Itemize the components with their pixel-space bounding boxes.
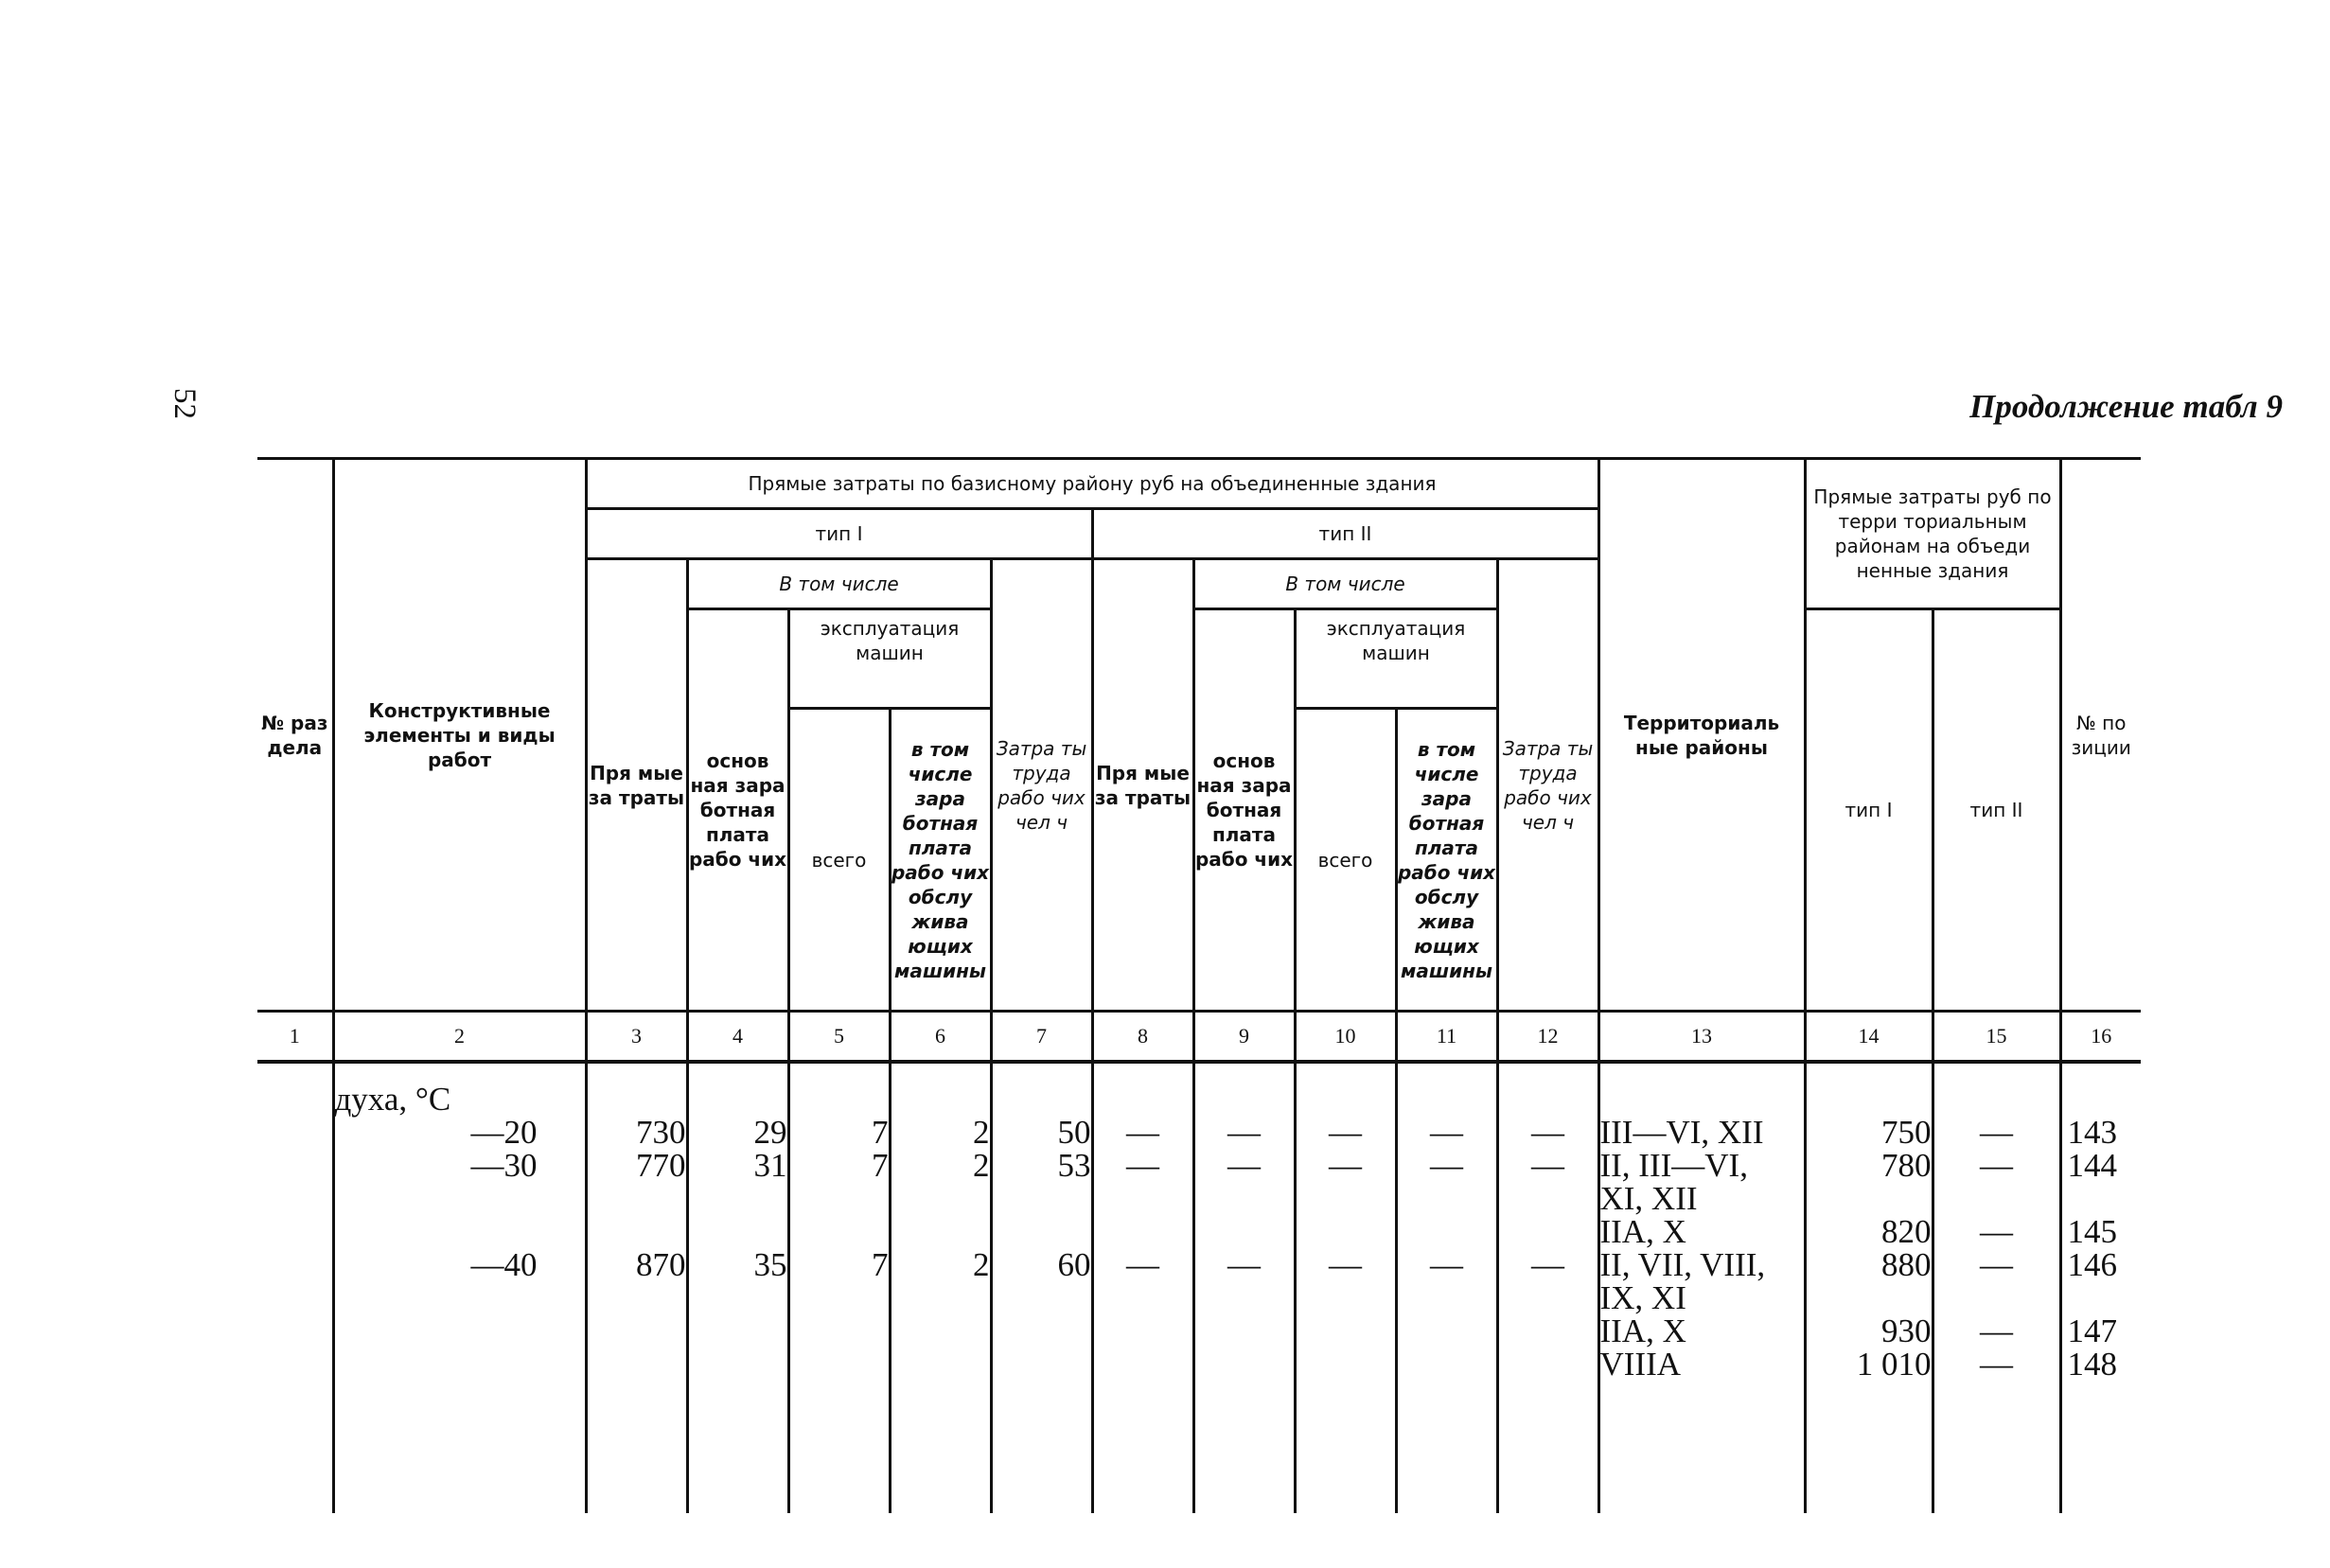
- type2-header: тип II: [1092, 509, 1598, 559]
- data-cell: 770: [586, 1149, 687, 1182]
- data-cell: [1193, 1348, 1295, 1381]
- data-cell: [1092, 1215, 1193, 1248]
- data-cell: 2: [890, 1149, 991, 1182]
- data-cell: [788, 1215, 890, 1248]
- data-cell: —: [1396, 1149, 1497, 1182]
- section-no-cell: [257, 1281, 333, 1314]
- col-num: 11: [1396, 1012, 1497, 1063]
- table-row: [257, 1248, 2141, 1281]
- table-body: [257, 1062, 2141, 1513]
- data-cell: [586, 1182, 687, 1215]
- data-cell: [687, 1083, 788, 1116]
- table-row: [257, 1314, 2141, 1348]
- data-cell: 29: [687, 1116, 788, 1149]
- data-cell: 146: [2060, 1248, 2141, 1281]
- section-no-cell: [257, 1314, 333, 1348]
- elements-header: Конструктивные элементы и виды работ: [333, 459, 586, 1012]
- data-cell: [890, 1182, 991, 1215]
- data-cell: —: [1497, 1248, 1598, 1281]
- data-cell: —: [1933, 1348, 2060, 1381]
- section-no-cell: [257, 1348, 333, 1381]
- direct-costs-t2-header: Пря мые за траты: [1092, 559, 1193, 1012]
- col-num: 2: [333, 1012, 586, 1063]
- terr-type1-header: тип I: [1805, 609, 1933, 1012]
- data-cell: [1092, 1281, 1193, 1314]
- data-cell: 880: [1805, 1248, 1933, 1281]
- col-num: 8: [1092, 1012, 1193, 1063]
- data-cell: [1497, 1314, 1598, 1348]
- basis-group-header: Прямые затраты по базисному району руб на объединенные здания: [586, 459, 1598, 509]
- data-cell: [1598, 1083, 1805, 1116]
- table-row: [257, 1083, 2141, 1116]
- section-no-cell: [257, 1083, 333, 1116]
- col-num: 15: [1933, 1012, 2060, 1063]
- data-cell: [687, 1182, 788, 1215]
- data-cell: [687, 1348, 788, 1381]
- labor-t2-header: Затра ты труда рабо чих чел ч: [1497, 559, 1598, 1012]
- data-cell: 750: [1805, 1116, 1933, 1149]
- data-cell: 50: [991, 1116, 1092, 1149]
- data-cell: [1295, 1348, 1396, 1381]
- element-cell: [333, 1182, 586, 1215]
- element-cell: [333, 1314, 586, 1348]
- data-cell: 148: [2060, 1348, 2141, 1381]
- data-cell: IX, XI: [1598, 1281, 1805, 1314]
- data-cell: [2060, 1083, 2141, 1116]
- table-row: [257, 1149, 2141, 1182]
- data-cell: 60: [991, 1248, 1092, 1281]
- data-cell: [890, 1348, 991, 1381]
- machines-t2-header: эксплуатация машин: [1295, 609, 1497, 709]
- data-cell: [1933, 1182, 2060, 1215]
- data-cell: [1497, 1083, 1598, 1116]
- data-cell: 143: [2060, 1116, 2141, 1149]
- data-cell: [1805, 1281, 1933, 1314]
- data-cell: [890, 1215, 991, 1248]
- type1-header: тип I: [586, 509, 1092, 559]
- data-cell: [991, 1348, 1092, 1381]
- data-cell: —: [1092, 1116, 1193, 1149]
- data-cell: 2: [890, 1248, 991, 1281]
- element-cell: —20: [333, 1116, 586, 1149]
- data-cell: VIIIA: [1598, 1348, 1805, 1381]
- data-cell: [788, 1314, 890, 1348]
- regions-header: Территориаль ные районы: [1598, 459, 1805, 1012]
- col-num: 5: [788, 1012, 890, 1063]
- data-cell: —: [1193, 1149, 1295, 1182]
- data-cell: 7: [788, 1248, 890, 1281]
- total-t2-header: всего: [1295, 709, 1396, 1012]
- data-cell: 145: [2060, 1215, 2141, 1248]
- data-cell: 31: [687, 1149, 788, 1182]
- data-cell: [1396, 1314, 1497, 1348]
- wage-t2-header: основ ная зара ботная плата рабо чих: [1193, 609, 1295, 1012]
- data-cell: [788, 1083, 890, 1116]
- data-cell: XI, XII: [1598, 1182, 1805, 1215]
- section-no-header: № раз дела: [257, 459, 333, 1012]
- col-num: 7: [991, 1012, 1092, 1063]
- position-no-header: № по зиции: [2060, 459, 2141, 1012]
- data-cell: [1193, 1083, 1295, 1116]
- data-cell: [586, 1348, 687, 1381]
- data-cell: [586, 1314, 687, 1348]
- data-cell: [1805, 1182, 1933, 1215]
- data-cell: [1295, 1182, 1396, 1215]
- data-cell: —: [1933, 1215, 2060, 1248]
- data-cell: —: [1933, 1149, 2060, 1182]
- data-cell: II, VII, VIII,: [1598, 1248, 1805, 1281]
- element-cell: духа, °C: [333, 1083, 586, 1116]
- data-cell: [1295, 1215, 1396, 1248]
- section-no-cell: [257, 1149, 333, 1182]
- data-cell: [991, 1314, 1092, 1348]
- data-cell: [991, 1215, 1092, 1248]
- data-cell: [1396, 1348, 1497, 1381]
- data-cell: [788, 1281, 890, 1314]
- data-cell: —: [1295, 1149, 1396, 1182]
- data-cell: 780: [1805, 1149, 1933, 1182]
- data-cell: 930: [1805, 1314, 1933, 1348]
- col-num: 12: [1497, 1012, 1598, 1063]
- data-cell: [890, 1083, 991, 1116]
- data-cell: —: [1092, 1149, 1193, 1182]
- data-cell: [1497, 1281, 1598, 1314]
- data-cell: [1295, 1314, 1396, 1348]
- element-cell: —40: [333, 1248, 586, 1281]
- data-cell: [1396, 1083, 1497, 1116]
- machines-t1-header: эксплуатация машин: [788, 609, 991, 709]
- data-cell: IIA, X: [1598, 1215, 1805, 1248]
- table-row: [257, 1348, 2141, 1381]
- data-cell: [1933, 1281, 2060, 1314]
- col-num: 4: [687, 1012, 788, 1063]
- data-cell: [1193, 1281, 1295, 1314]
- data-cell: [1193, 1215, 1295, 1248]
- data-cell: [1295, 1083, 1396, 1116]
- data-cell: [687, 1215, 788, 1248]
- section-no-cell: [257, 1248, 333, 1281]
- section-no-cell: [257, 1182, 333, 1215]
- col-num: 13: [1598, 1012, 1805, 1063]
- data-cell: [788, 1182, 890, 1215]
- col-num: 14: [1805, 1012, 1933, 1063]
- data-cell: 7: [788, 1116, 890, 1149]
- data-cell: [586, 1083, 687, 1116]
- data-cell: [1497, 1348, 1598, 1381]
- data-cell: 7: [788, 1149, 890, 1182]
- wage-t1-header: основ ная зара ботная плата рабо чих: [687, 609, 788, 1012]
- data-cell: —: [1193, 1248, 1295, 1281]
- data-cell: —: [1497, 1149, 1598, 1182]
- data-cell: [1497, 1215, 1598, 1248]
- data-cell: —: [1193, 1116, 1295, 1149]
- table-row: [257, 1281, 2141, 1314]
- data-cell: III—VI, XII: [1598, 1116, 1805, 1149]
- data-cell: [1092, 1314, 1193, 1348]
- data-cell: [1092, 1348, 1193, 1381]
- col-num: 10: [1295, 1012, 1396, 1063]
- col-num: 9: [1193, 1012, 1295, 1063]
- data-cell: [890, 1314, 991, 1348]
- incl-t1-header: В том числе: [687, 559, 991, 609]
- data-cell: —: [1933, 1314, 2060, 1348]
- data-cell: —: [1092, 1248, 1193, 1281]
- incl-t2-header: В том числе: [1193, 559, 1497, 609]
- col-num: 6: [890, 1012, 991, 1063]
- table-caption: Продолжение табл 9: [1969, 388, 2283, 425]
- col-num: 1: [257, 1012, 333, 1063]
- data-cell: [788, 1348, 890, 1381]
- data-cell: 35: [687, 1248, 788, 1281]
- data-cell: [2060, 1182, 2141, 1215]
- data-cell: [991, 1281, 1092, 1314]
- data-cell: 730: [586, 1116, 687, 1149]
- data-cell: 144: [2060, 1149, 2141, 1182]
- table-row: [257, 1182, 2141, 1215]
- cost-table: [257, 457, 2141, 1513]
- data-cell: [586, 1281, 687, 1314]
- col-num: 3: [586, 1012, 687, 1063]
- data-cell: [687, 1314, 788, 1348]
- terr-type2-header: тип II: [1933, 609, 2060, 1012]
- data-cell: 870: [586, 1248, 687, 1281]
- data-cell: 2: [890, 1116, 991, 1149]
- section-no-cell: [257, 1116, 333, 1149]
- section-no-cell: [257, 1215, 333, 1248]
- data-cell: [1933, 1083, 2060, 1116]
- table-row: [257, 1116, 2141, 1149]
- data-cell: [586, 1215, 687, 1248]
- data-cell: [991, 1182, 1092, 1215]
- data-cell: —: [1933, 1248, 2060, 1281]
- data-cell: [991, 1083, 1092, 1116]
- data-cell: [1805, 1083, 1933, 1116]
- incl-wage-t1-header: в том числе зара ботная плата рабо чих обслу жива ющих машины: [890, 709, 991, 1012]
- data-cell: [1396, 1215, 1497, 1248]
- data-cell: 53: [991, 1149, 1092, 1182]
- element-cell: [333, 1281, 586, 1314]
- data-cell: 147: [2060, 1314, 2141, 1348]
- data-cell: 820: [1805, 1215, 1933, 1248]
- data-cell: IIA, X: [1598, 1314, 1805, 1348]
- data-cell: [1396, 1281, 1497, 1314]
- territorial-group-header: Прямые затраты руб по терри ториальным районам на объеди ненные здания: [1805, 459, 2060, 609]
- incl-wage-t2-header: в том числе зара ботная плата рабо чих обслу жива ющих машины: [1396, 709, 1497, 1012]
- data-cell: [1092, 1083, 1193, 1116]
- total-t1-header: всего: [788, 709, 890, 1012]
- data-cell: [1092, 1182, 1193, 1215]
- data-cell: —: [1295, 1248, 1396, 1281]
- data-cell: [2060, 1281, 2141, 1314]
- data-cell: [1193, 1182, 1295, 1215]
- col-num: 16: [2060, 1012, 2141, 1063]
- labor-t1-header: Затра ты труда рабо чих чел ч: [991, 559, 1092, 1012]
- data-cell: [1193, 1314, 1295, 1348]
- data-cell: 1 010: [1805, 1348, 1933, 1381]
- element-cell: [333, 1348, 586, 1381]
- table-row: [257, 1215, 2141, 1248]
- data-cell: —: [1396, 1248, 1497, 1281]
- data-cell: [687, 1281, 788, 1314]
- data-cell: —: [1497, 1116, 1598, 1149]
- direct-costs-t1-header: Пря мые за траты: [586, 559, 687, 1012]
- data-cell: [1295, 1281, 1396, 1314]
- data-cell: [1497, 1182, 1598, 1215]
- data-cell: [890, 1281, 991, 1314]
- data-cell: —: [1933, 1116, 2060, 1149]
- data-cell: —: [1295, 1116, 1396, 1149]
- data-cell: II, III—VI,: [1598, 1149, 1805, 1182]
- element-cell: [333, 1215, 586, 1248]
- data-cell: —: [1396, 1116, 1497, 1149]
- data-cell: [1396, 1182, 1497, 1215]
- element-cell: —30: [333, 1149, 586, 1182]
- page-number: 52: [168, 388, 202, 419]
